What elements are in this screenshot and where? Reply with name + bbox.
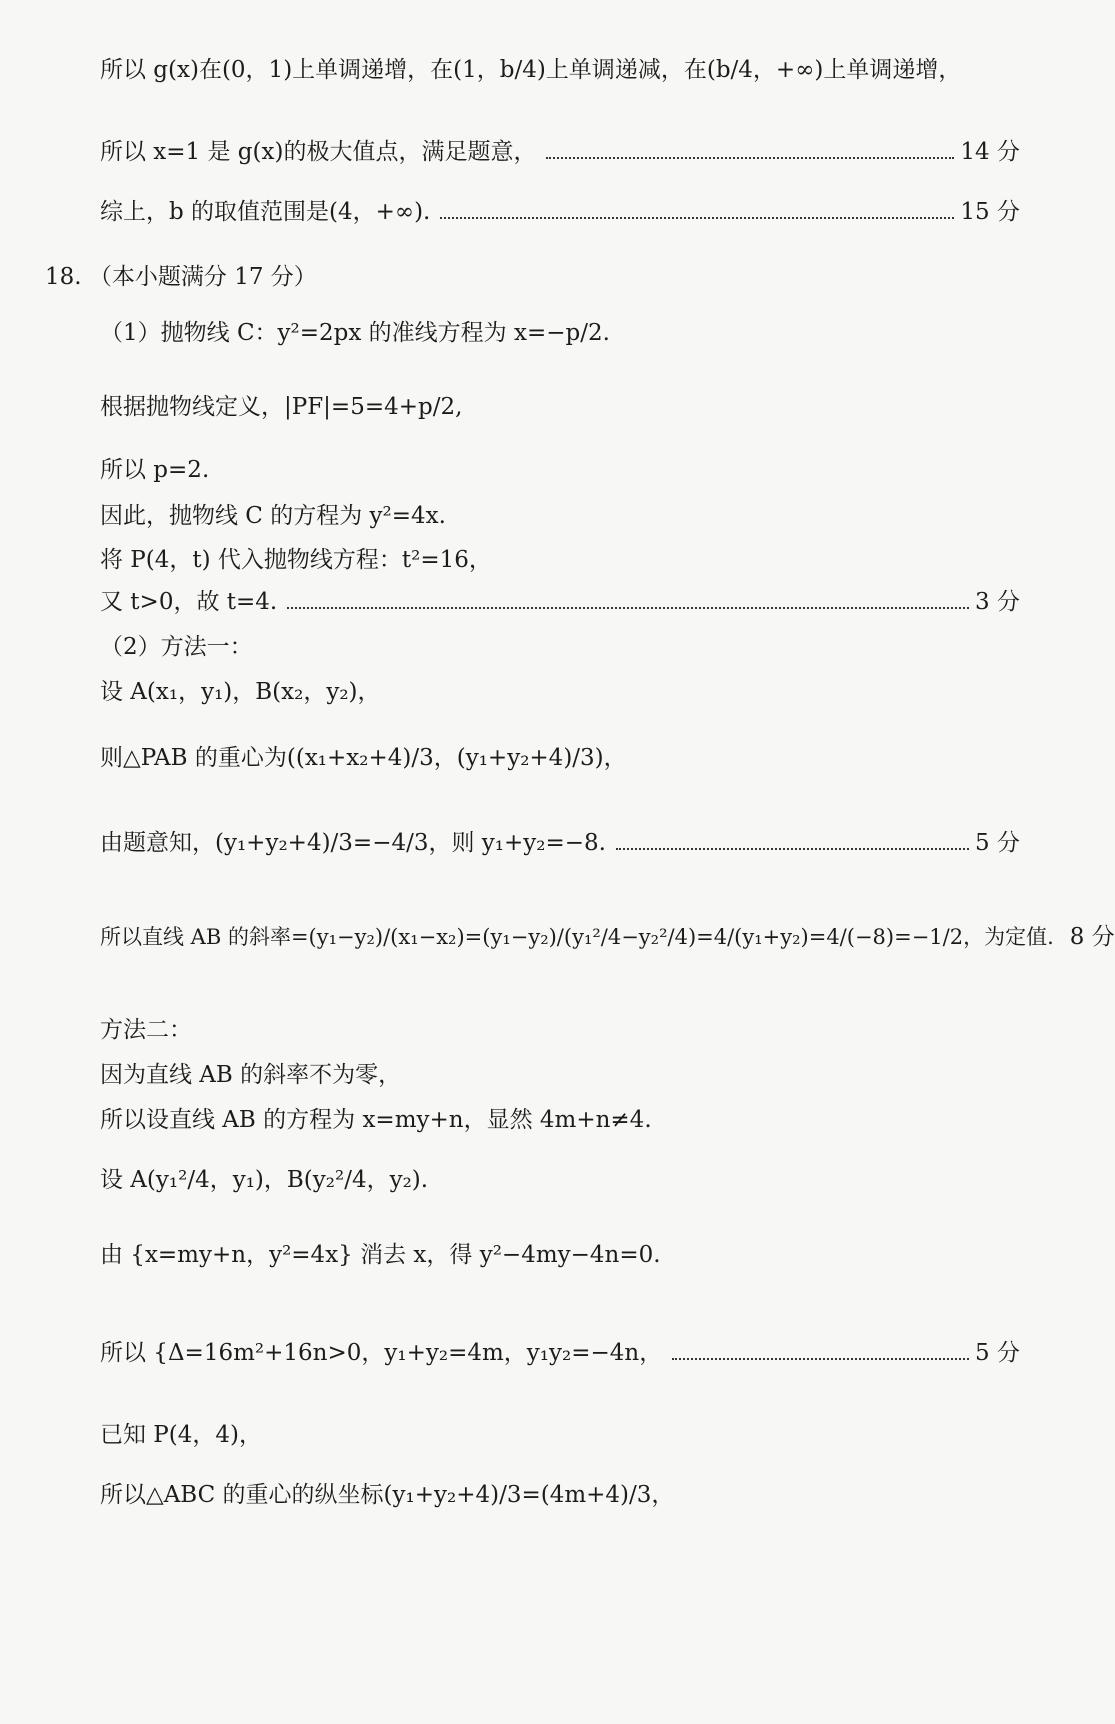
score-label: 14 分 xyxy=(960,139,1020,165)
text-line: 由 {x=my+n，y²=4x} 消去 x，得 y²−4my−4n=0. xyxy=(100,1242,661,1268)
question-header: 18. （本小题满分 17 分） xyxy=(45,264,317,290)
line-text: 又 t>0，故 t=4. xyxy=(100,589,278,615)
score-line xyxy=(100,828,1020,858)
text-line: 已知 P(4，4)， xyxy=(100,1422,262,1448)
line-text: 由题意知，(y₁+y₂+4)/3=−4/3，则 y₁+y₂=−8. xyxy=(100,830,606,856)
dot-leader xyxy=(440,217,954,219)
score-line xyxy=(100,587,1020,617)
text-line: 所以设直线 AB 的方程为 x=my+n，显然 4m+n≠4. xyxy=(100,1107,652,1133)
dot-leader xyxy=(546,157,954,159)
score-label: 3 分 xyxy=(975,589,1020,615)
text-line: 设 A(y₁²/4，y₁)，B(y₂²/4，y₂). xyxy=(100,1167,429,1193)
text-line: （1）抛物线 C：y²=2px 的准线方程为 x=−p/2. xyxy=(100,320,610,346)
text-line: 将 P(4，t) 代入抛物线方程：t²=16， xyxy=(100,547,492,573)
score-label: 5 分 xyxy=(975,830,1020,856)
score-label: 15 分 xyxy=(960,199,1020,225)
score-line xyxy=(100,197,1020,227)
score-label: 8 分 xyxy=(1069,924,1115,950)
line-text: 所以 {Δ=16m²+16n>0，y₁+y₂=4m，y₁y₂=−4n， xyxy=(100,1340,663,1366)
text-line: 因此，抛物线 C 的方程为 y²=4x. xyxy=(100,503,446,529)
text-line: 所以 g(x)在(0，1)上单调递增，在(1，b/4)上单调递减，在(b/4，+∞)上单调递增， xyxy=(100,57,962,83)
text-line: （2）方法一： xyxy=(100,634,253,660)
text-line: 所以 p=2. xyxy=(100,457,210,483)
text-line: 方法二： xyxy=(100,1017,192,1043)
line-text: 综上，b 的取值范围是(4，+∞). xyxy=(100,199,431,225)
score-label: 5 分 xyxy=(975,1340,1020,1366)
text-line: 设 A(x₁，y₁)，B(x₂，y₂)， xyxy=(100,679,381,705)
score-line xyxy=(100,922,1115,952)
dot-leader xyxy=(672,1358,969,1360)
text-line: 根据抛物线定义，|PF|=5=4+p/2, xyxy=(100,394,463,420)
dot-leader xyxy=(616,848,969,850)
text-line: 则△PAB 的重心为((x₁+x₂+4)/3，(y₁+y₂+4)/3)， xyxy=(100,745,627,771)
text-line: 因为直线 AB 的斜率不为零， xyxy=(100,1062,402,1088)
score-line xyxy=(100,137,1020,167)
line-text: 所以 x=1 是 g(x)的极大值点，满足题意， xyxy=(100,139,537,165)
dot-leader xyxy=(287,607,969,609)
text-line: 所以△ABC 的重心的纵坐标(y₁+y₂+4)/3=(4m+4)/3， xyxy=(100,1482,675,1508)
score-line xyxy=(100,1338,1020,1368)
line-text: 所以直线 AB 的斜率=(y₁−y₂)/(x₁−x₂)=(y₁−y₂)/(y₁²/4−y₂²/4)=4/(y₁+y₂)=4/(−8)=−1/2，为定值. xyxy=(100,925,1054,949)
